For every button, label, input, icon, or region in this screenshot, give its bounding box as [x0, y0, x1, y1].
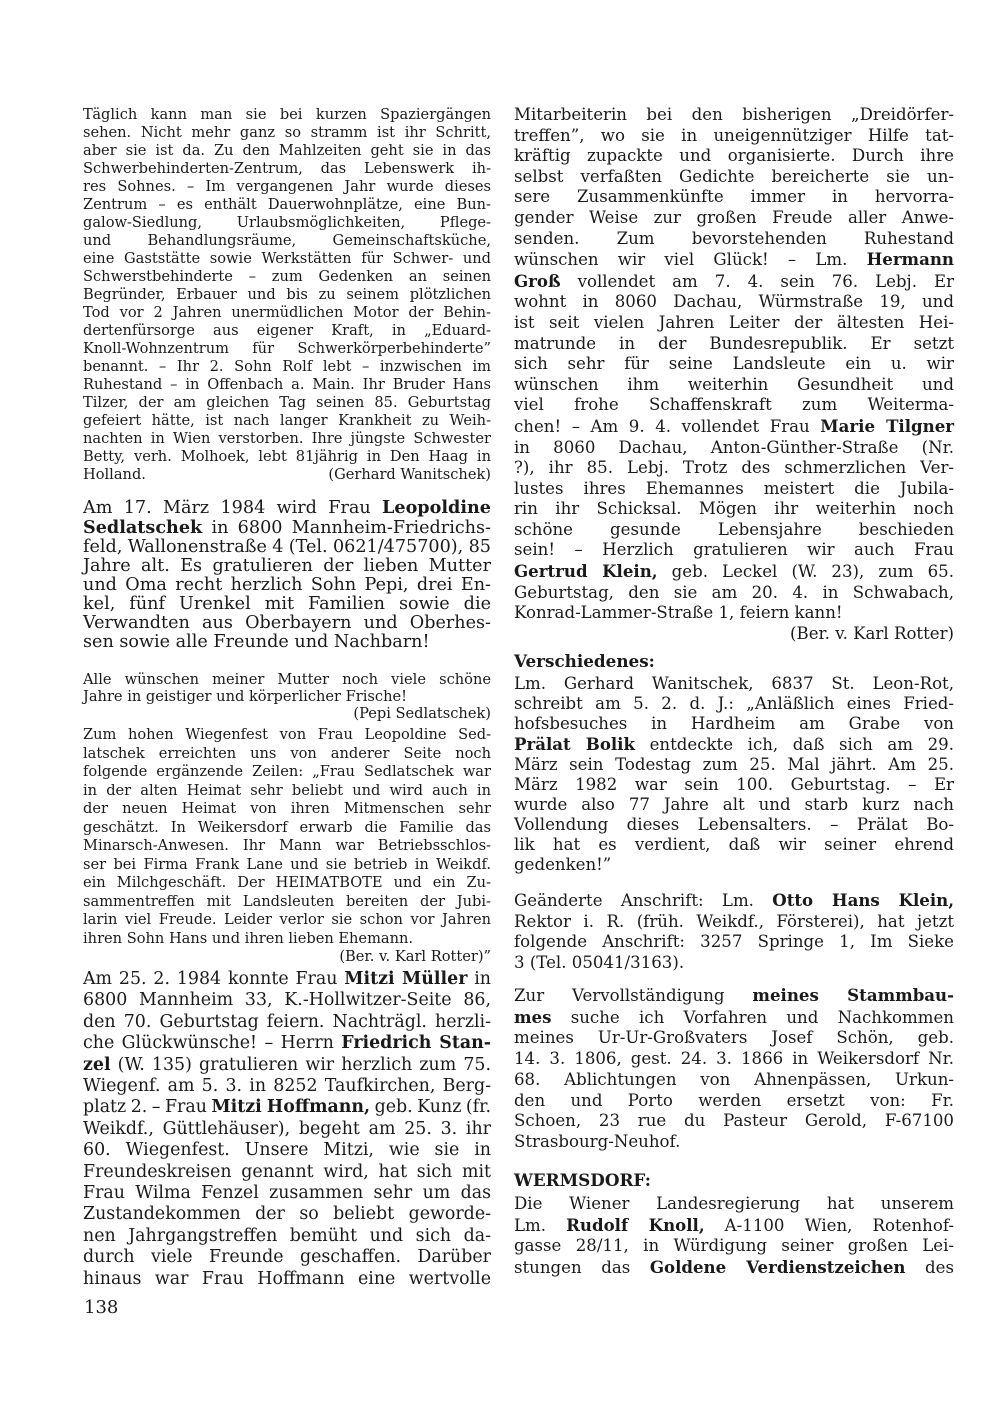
text-segment: Ruhestand – in Offenbach a. Main. Ihr Bruder Hans — [83, 376, 491, 393]
text-line — [83, 214, 491, 232]
text-segment: senden. Zum bevorstehenden Ruhestand — [514, 228, 954, 248]
text-segment: Minarsch-Anwesen. Ihr Mann war Betriebsschlos- — [83, 837, 491, 854]
text-line — [83, 1012, 491, 1033]
text-segment: (W. 135) gratulieren wir herzlich zum 75. — [110, 1054, 491, 1075]
text-line — [514, 1007, 954, 1029]
text-line — [514, 835, 954, 855]
text-segment: benannt. – Ihr 2. Sohn Rolf lebt – inzwischen im — [83, 358, 491, 375]
text-line — [514, 1111, 954, 1132]
text-line — [83, 782, 491, 801]
text-line — [514, 583, 954, 604]
text-line — [83, 614, 491, 633]
text-line — [83, 1183, 491, 1204]
text-segment: larin viel Freude. Leider verlor sie schon vor Jahren — [83, 911, 491, 928]
text-line — [514, 249, 954, 271]
text-segment: Mitarbeiterin bei den bisherigen „Dreidörfer- — [514, 105, 954, 124]
text-line — [514, 603, 954, 624]
text-segment: rin ihr Schicksal. Mögen ihr weiterhin noch — [514, 499, 954, 519]
text-line — [514, 714, 954, 734]
text-line — [514, 105, 954, 126]
text-segment: latschek erreichten uns von anderer Seite noch — [83, 744, 491, 762]
text-line — [514, 1236, 954, 1257]
text-line — [83, 726, 491, 745]
paragraph-wanitschek-letter — [514, 674, 954, 875]
text-segment: ein Milchgeschäft. Der HEIMATBOTE und ein Zu- — [83, 874, 491, 891]
text-segment: treffen”, wo sie in uneigennütziger Hilfe tat- — [514, 125, 954, 145]
text-line — [514, 734, 954, 755]
signature-line — [83, 948, 491, 967]
paragraph-sedlatschek-birthday — [83, 498, 491, 652]
text-line — [83, 1269, 491, 1290]
text-line — [514, 1194, 954, 1215]
author-signature: (Ber. v. Karl Rotter)” — [339, 948, 491, 965]
bold-text: Goldene Verdienstzeichen — [649, 1257, 906, 1278]
text-segment: matrunde in der Bundesrepublik. Er setzt — [514, 333, 954, 353]
text-segment: und Behandlungsräume, Gemeinschaftsküche, — [83, 232, 491, 249]
text-line — [514, 694, 954, 714]
text-line — [83, 1033, 491, 1054]
text-segment: Zum hohen Wiegenfest von Frau Leopoldine Sed- — [83, 726, 491, 743]
text-segment: Am 17. März 1984 wird Frau — [83, 498, 382, 518]
text-line — [83, 874, 491, 893]
text-segment: Betty, verh. Molhoek, lebt 81jährig in Den Haag in — [83, 448, 491, 465]
page-number: 138 — [84, 1297, 119, 1318]
text-line — [514, 520, 954, 541]
text-segment: entdeckte ich, daß sich am 29. — [635, 735, 955, 754]
text-line — [514, 416, 954, 438]
text-line — [514, 334, 954, 355]
text-segment: sich sehr für seine Landsleute ein u. wir — [514, 354, 954, 374]
text-line — [514, 313, 954, 334]
paragraph-wishes — [83, 671, 491, 722]
text-line — [83, 1076, 491, 1097]
text-line — [83, 142, 491, 160]
text-line — [83, 106, 491, 124]
text-line — [83, 1247, 491, 1268]
text-line — [83, 800, 491, 819]
text-line — [514, 561, 954, 583]
text-segment: Täglich kann man sie bei kurzen Spaziergängen — [83, 106, 491, 123]
text-segment: hofsbesuches in Hardheim am Grabe von — [514, 714, 954, 733]
text-segment: chen! – Am 9. 4. vollendet Frau — [514, 416, 821, 436]
text-line — [83, 196, 491, 214]
text-segment: Die Wiener Landesregierung hat unserem — [514, 1194, 954, 1213]
text-line — [83, 286, 491, 304]
text-segment: wohnt in 8060 Dachau, Würmstraße 19, und — [514, 292, 954, 312]
text-line — [83, 911, 491, 930]
signature-line — [514, 624, 954, 645]
text-segment: Zur Vervollständigung — [514, 986, 753, 1005]
text-segment: suche ich Vorfahren und Nachkommen — [551, 1007, 954, 1027]
bold-text: Sedlatschek — [83, 517, 203, 538]
text-line — [83, 250, 491, 268]
text-segment: Rektor i. R. (früh. Weikdf., Försterei), hat jetzt — [514, 911, 954, 931]
text-line — [514, 890, 954, 912]
paragraph-wiegenfest — [83, 726, 491, 967]
text-segment: Zustandekommen der so beliebt geworde- — [83, 1204, 491, 1225]
text-line — [514, 855, 954, 875]
text-line — [83, 671, 491, 688]
signature-line — [83, 705, 491, 722]
text-segment: vollendet am 7. 4. sein 76. Lebj. Er — [560, 271, 954, 291]
text-segment: geb. Leckel (W. 23), zum 65. — [657, 562, 954, 582]
text-segment: gefeiert hätte, ist nach langer Krankheit zu Weih- — [83, 412, 491, 429]
text-line — [514, 187, 954, 208]
text-segment: Schwerstbehinderte – zum Gedenken an seinen — [83, 268, 491, 285]
text-segment: 68. Ablichtungen von Ahnenpässen, Urkun- — [514, 1069, 954, 1089]
bold-text: Leopoldine — [382, 497, 491, 518]
text-segment: Jahre in geistiger und körperlicher Frische! — [83, 688, 407, 705]
text-line — [514, 375, 954, 396]
text-line — [514, 1215, 954, 1237]
text-line — [83, 160, 491, 178]
text-segment: Freundeskreisen genannt wird, hat sich mit — [83, 1161, 491, 1182]
text-line — [514, 126, 954, 147]
text-segment: folgende Anschrift: 3257 Springe 1, Im Sieke — [514, 932, 954, 952]
text-segment: Lm. — [514, 1215, 567, 1235]
bold-text: Marie Tilgner — [820, 415, 954, 436]
text-segment: Wiegenf. am 5. 3. in 8252 Taufkirchen, Berg- — [83, 1076, 491, 1097]
text-line — [83, 340, 491, 358]
text-line — [83, 412, 491, 430]
text-line — [83, 819, 491, 838]
text-line — [83, 322, 491, 340]
bold-text: Mitzi Hoffmann, — [211, 1097, 371, 1118]
text-line — [83, 538, 491, 557]
text-line — [83, 930, 491, 949]
text-line — [514, 229, 954, 250]
text-line — [83, 394, 491, 412]
text-line — [514, 540, 954, 561]
bold-text: Groß — [514, 270, 561, 291]
text-segment: Knoll-Wohnzentrum für Schwerkörperbehinderte” — [83, 340, 491, 357]
text-segment: in 6800 Mannheim-Friedrichs- — [202, 518, 491, 538]
text-line — [514, 775, 954, 795]
text-line — [83, 1140, 491, 1161]
text-segment: sein! – Herzlich gratulieren wir auch Frau — [514, 540, 954, 560]
text-segment: wurde also 77 Jahre alt und starb kurz nach — [514, 795, 954, 814]
text-line — [83, 763, 491, 782]
text-segment: Vollendung dieses Lebensalters. – Prälat Bo- — [514, 815, 954, 834]
text-line — [514, 815, 954, 835]
text-segment: Schoen, 23 rue du Pasteur Gerold, F-67100 — [514, 1111, 954, 1131]
text-segment: schreibt am 5. 2. d. J.: „Anläßlich eines Fried- — [514, 694, 954, 713]
text-line — [83, 557, 491, 576]
text-segment: Konrad-Lammer-Straße 1, feiern kann! — [514, 603, 843, 623]
text-line — [514, 1132, 954, 1153]
text-segment: dertenfürsorge aus eigener Kraft, in „Eduard- — [83, 322, 491, 339]
text-segment: Schwerbehinderten-Zentrum, das Lebenswerk ih- — [83, 160, 491, 177]
text-segment: sen sowie alle Freunde und Nachbarn! — [83, 632, 430, 652]
text-line — [514, 271, 954, 293]
text-segment: gasse 28/11, in Würdigung seiner großen Lei- — [514, 1236, 954, 1256]
heading-wermsdorf: WERMSDORF: — [514, 1170, 651, 1190]
text-line — [83, 1055, 491, 1076]
text-line — [514, 1257, 954, 1279]
text-segment: feld, Wallonenstraße 4 (Tel. 0621/475700), 85 — [83, 537, 491, 557]
text-segment: aber sie ist da. Zu den Mahlzeiten geht sie in das — [83, 142, 491, 159]
text-line — [514, 438, 954, 459]
text-segment: den und Porto werden ersetzt von: Fr. — [514, 1090, 954, 1110]
bold-text: zel — [83, 1054, 111, 1075]
text-line — [83, 430, 491, 448]
text-line — [514, 395, 954, 416]
text-line — [83, 1097, 491, 1118]
text-line — [83, 837, 491, 856]
text-line — [514, 912, 954, 933]
text-segment: 14. 3. 1806, gest. 24. 3. 1866 in Weikersdorf Nr. — [514, 1049, 954, 1069]
heading-verschiedenes: Verschiedenes: — [514, 651, 655, 671]
text-line — [514, 985, 954, 1007]
text-line — [514, 458, 954, 479]
text-line — [514, 292, 954, 313]
bold-text: Rudolf Knoll, — [566, 1214, 705, 1235]
text-line — [83, 358, 491, 376]
paragraph-mitzi-mueller — [83, 969, 491, 1290]
text-segment: A-1100 Wien, Rotenhof- — [704, 1215, 954, 1235]
bold-text: Gertrud Klein, — [514, 561, 658, 582]
bold-text: Friedrich Stan- — [341, 1033, 492, 1054]
text-line — [83, 990, 491, 1011]
text-segment: kräftig zupackte und organisierte. Durch ihre — [514, 146, 954, 166]
paragraph-rudolf-knoll — [514, 1194, 954, 1279]
text-segment: geschätzt. In Weikersdorf erwarb die Familie das — [83, 818, 491, 836]
text-segment: Frau Wilma Fenzel zusammen sehr um das — [83, 1183, 491, 1204]
bold-text: Otto Hans Klein, — [772, 890, 954, 910]
text-segment: galow-Siedlung, Urlaubsmöglichkeiten, Pflege- — [83, 214, 491, 231]
text-segment: in 8060 Dachau, Anton-Günther-Straße (Nr. — [514, 437, 954, 457]
text-line — [514, 1049, 954, 1070]
text-segment: März 1982 war sein 100. Geburtstag. – Er — [514, 775, 954, 794]
text-segment: 60. Wiegenfest. Unsere Mitzi, wie sie in — [83, 1140, 491, 1161]
text-line — [514, 479, 954, 500]
text-segment: sammentreffen mit Landsleuten bereiten der Jubi- — [83, 892, 491, 910]
bold-text: Mitzi Müller — [344, 969, 468, 989]
text-line — [83, 576, 491, 595]
text-segment: schöne gesunde Lebensjahre beschieden — [514, 519, 954, 539]
text-segment: Am 25. 2. 1984 konnte Frau — [83, 969, 345, 989]
author-signature: (Gerhard Wanitschek) — [328, 466, 491, 483]
bold-text: Prälat Bolik — [514, 734, 635, 754]
text-segment: Strasbourg-Neuhof. — [514, 1131, 681, 1151]
text-segment: wünschen ihm weiterhin Gesundheit und — [514, 374, 954, 394]
author-signature: (Pepi Sedlatschek) — [353, 705, 491, 722]
text-segment: März sein Todestag zum 25. Mal jährt. Am 25. — [514, 755, 954, 774]
text-segment: 6800 Mannheim 33, K.-Hollwitzer-Seite 86, — [83, 990, 491, 1011]
text-line — [83, 745, 491, 764]
text-line — [514, 795, 954, 815]
text-segment: eine Gaststätte sowie Werkstätten für Schwer- und — [83, 250, 491, 267]
text-segment: nachten in Wien verstorben. Ihre jüngste Schwester — [83, 430, 491, 447]
text-line — [83, 232, 491, 250]
text-segment: gender Weise zur großen Freude aller Anwe- — [514, 207, 954, 227]
text-segment: durch viele Freunde geschaffen. Darüber — [83, 1247, 491, 1268]
text-segment: in der alten Heimat sehr beliebt und wird auch in — [83, 781, 491, 799]
text-segment: der neuen Heimat von ihren Mitmenschen sehr — [83, 800, 491, 817]
text-line — [83, 124, 491, 142]
text-line — [514, 1070, 954, 1091]
text-line — [83, 969, 491, 990]
text-segment: in — [467, 969, 492, 989]
text-line — [83, 376, 491, 394]
text-segment: Begründer, Erbauer und bis zu seinem plötzlichen — [83, 286, 491, 303]
text-segment: Weikdf., Güttlehäuser), begeht am 25. 3. ihr — [83, 1118, 491, 1139]
text-line — [514, 932, 954, 953]
text-line — [83, 268, 491, 286]
text-segment: sehen. Nicht mehr ganz so stramm ist ihr Schritt, — [83, 124, 491, 141]
text-segment: platz 2. – Frau — [83, 1097, 212, 1118]
text-segment: meines Ur-Ur-Großvaters Josef Schön, geb. — [514, 1028, 954, 1048]
text-line — [514, 499, 954, 520]
paragraph-address-change — [514, 890, 954, 974]
text-segment: 3 (Tel. 05041/3163). — [514, 953, 685, 973]
paragraph-family-tree — [514, 985, 954, 1153]
text-segment: ser bei Firma Frank Lane und sie betrieb in Weikdf. — [83, 855, 491, 873]
text-segment: des — [905, 1258, 954, 1278]
text-segment: Zentrum – es enthält Dauerwohnplätze, eine Bun- — [83, 196, 491, 213]
text-line — [83, 498, 491, 518]
bold-text: meines Stammbau- — [752, 985, 955, 1005]
text-segment: lustes ihres Ehemannes meistert die Jubila- — [514, 478, 954, 498]
text-segment: Verwandten aus Oberbayern und Oberhes- — [83, 613, 491, 633]
bold-text: mes — [514, 1006, 552, 1027]
text-line — [514, 755, 954, 775]
text-line — [83, 1119, 491, 1140]
text-line — [514, 674, 954, 694]
text-line — [514, 1091, 954, 1112]
text-line — [83, 1204, 491, 1225]
text-line — [514, 354, 954, 375]
text-segment: kel, fünf Urenkel mit Familien sowie die — [83, 594, 491, 614]
text-line — [514, 167, 954, 188]
text-segment: Geburtstag, den sie am 20. 4. in Schwabach, — [514, 582, 954, 602]
text-line — [83, 893, 491, 912]
signature-line — [83, 466, 491, 484]
text-segment: Lm. Gerhard Wanitschek, 6837 St. Leon-Rot, — [514, 674, 954, 693]
text-line — [83, 518, 491, 538]
text-line — [514, 953, 954, 974]
paragraph-taeglich — [83, 106, 491, 484]
text-segment: sere Zusammenkünfte immer in hervorra- — [514, 187, 954, 207]
text-line — [83, 178, 491, 196]
text-line — [83, 1226, 491, 1247]
text-line — [514, 146, 954, 167]
author-signature: (Ber. v. Karl Rotter) — [790, 623, 954, 643]
text-segment: lik hat es verdient, daß wir seiner ehrend — [514, 835, 954, 854]
text-segment: che Glückwünsche! – Herrn — [83, 1033, 342, 1054]
text-segment: Tod vor 2 Jahren unermüdlichen Motor der Behin- — [83, 304, 491, 321]
text-segment: stungen das — [514, 1258, 650, 1278]
text-segment: hinaus war Frau Hoffmann eine wertvolle — [83, 1268, 491, 1289]
paragraph-mitarbeiterin — [514, 105, 954, 644]
text-segment: Holland. — [83, 466, 146, 483]
text-segment: nen Jahrgangstreffen bemüht und sich da- — [83, 1225, 491, 1246]
text-line — [83, 1162, 491, 1183]
text-line — [83, 633, 491, 652]
text-segment: selbst verfaßten Gedichte bereicherte sie un- — [514, 166, 954, 186]
text-segment: folgende ergänzende Zeilen: „Frau Sedlatschek war — [83, 763, 491, 780]
text-segment: Jahre alt. Es gratulieren der lieben Mutter — [83, 556, 491, 576]
text-line — [514, 208, 954, 229]
bold-text: Hermann — [866, 249, 954, 270]
text-line — [514, 1028, 954, 1049]
text-line — [83, 304, 491, 322]
text-segment: res Sohnes. – Im vergangenen Jahr wurde dieses — [83, 178, 491, 195]
text-line — [83, 595, 491, 614]
text-line — [83, 688, 491, 705]
text-line — [83, 856, 491, 875]
text-segment: wünschen wir viel Glück! – Lm. — [514, 250, 867, 270]
text-segment: gedenken!” — [514, 855, 612, 874]
text-segment: ?), ihr 85. Lebj. Trotz des schmerzlichen Ver- — [514, 458, 954, 478]
text-segment: den 70. Geburtstag feiern. Nachträgl. herzli- — [83, 1011, 491, 1032]
text-segment: und Oma recht herzlich Sohn Pepi, drei En- — [83, 575, 491, 595]
text-segment: ist seit vielen Jahren Leiter der ältesten Hei- — [514, 312, 954, 332]
text-segment: viel frohe Schaffenskraft zum Weiterma- — [514, 395, 954, 415]
text-segment: Alle wünschen meiner Mutter noch viele schöne — [83, 671, 491, 688]
text-segment: ihren Sohn Hans und ihren lieben Ehemann. — [83, 929, 414, 947]
text-segment: Geänderte Anschrift: Lm. — [514, 891, 773, 910]
text-segment: Tilzer, der am gleichen Tag seinen 85. Geburtstag — [83, 394, 491, 411]
text-segment: geb. Kunz (fr. — [370, 1097, 491, 1118]
text-line — [83, 448, 491, 466]
